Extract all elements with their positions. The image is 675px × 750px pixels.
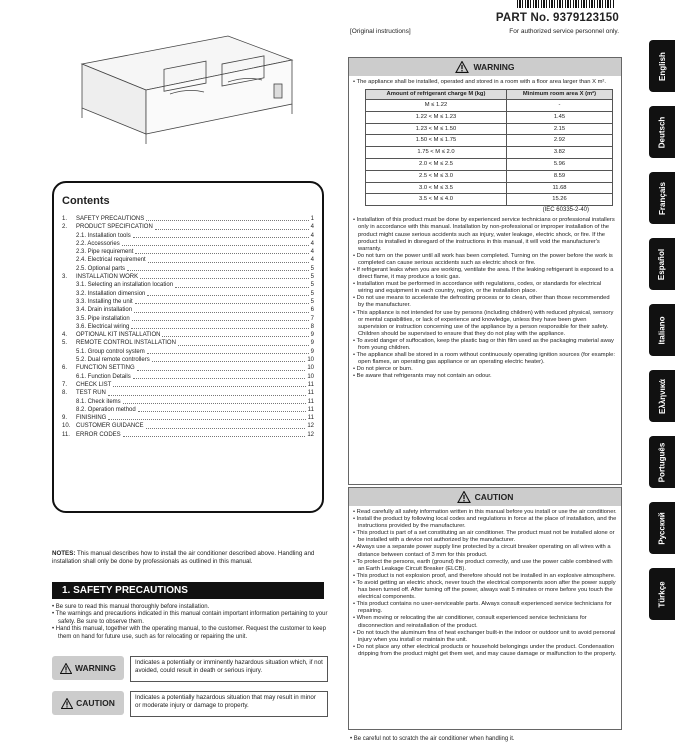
toc-item[interactable] xyxy=(62,389,314,397)
toc-leader xyxy=(135,298,309,304)
caution-bullet: • Always use a separate power supply line protected by a circuit breaker operating on all wires with a distance between contact of 3 mm for this product. xyxy=(353,544,611,558)
language-tab-label: Türkçe xyxy=(657,580,667,608)
toc-number: 8. xyxy=(62,390,68,397)
language-tab-label: Русский xyxy=(657,511,667,545)
toc-leader xyxy=(131,323,308,329)
safety-bullet: • The warnings and precautions indicated in this manual contain important information pertaining to your safety. Be sure to observe them. xyxy=(52,611,328,625)
refrigerant-table xyxy=(365,89,613,206)
toc-item[interactable] xyxy=(62,331,314,339)
toc-page: 5 xyxy=(310,274,314,281)
toc-list xyxy=(62,215,314,439)
warning-bullet: • This appliance is not intended for use by persons (including children) with reduced physical, sensory or mental capabilities, or lack of experience and knowledge, unless they have been given supervision or instruction concerning use of the appliance by a person responsible for their safety. Children should be supervised to ensure that they do not play with the appliance. xyxy=(353,309,614,337)
toc-page: 11 xyxy=(307,390,314,397)
toc-number: 7. xyxy=(62,381,68,388)
toc-page: 11 xyxy=(307,415,314,422)
table-cell: 1.75 < M ≤ 2.0 xyxy=(366,147,507,159)
toc-page: 5 xyxy=(310,282,314,289)
table-cell: 1.23 < M ≤ 1.50 xyxy=(366,123,507,135)
toc-page: 5 xyxy=(310,298,314,305)
toc-leader xyxy=(135,248,308,254)
table-cell: 1.22 < M ≤ 1.23 xyxy=(366,111,507,123)
safety-bullet: • Hand this manual, together with the operating manual, to the customer. Request the customer to keep them on hand for future use, such as for relocating or repairing the unit. xyxy=(52,626,326,640)
toc-label: FINISHING xyxy=(76,415,107,422)
caution-triangle-icon xyxy=(457,491,471,503)
toc-item[interactable] xyxy=(62,290,314,298)
table-cell: 11.68 xyxy=(506,182,612,194)
toc-label: 8.2. Operation method xyxy=(76,406,136,413)
caution-triangle-icon xyxy=(61,698,73,709)
toc-label: 3.5. Pipe installation xyxy=(76,315,130,322)
toc-number xyxy=(62,398,76,406)
toc-number: 2. xyxy=(62,224,68,231)
toc-number: 9. xyxy=(62,415,68,422)
toc-label: SAFETY PRECAUTIONS xyxy=(76,216,145,222)
caution-bullet: • When moving or relocating the air conditioner, consult experienced service technicians for disconnection and reinstallation of the product. xyxy=(353,615,587,629)
language-tab[interactable] xyxy=(649,502,675,554)
caution-box xyxy=(348,487,622,730)
warning-box xyxy=(348,57,622,485)
toc-number: 1. xyxy=(62,216,68,222)
caution-bullet: • To protect the persons, earth (ground) the product correctly, and use the power cable combined with an Earth Leakage Circuit Breaker (ELCB). xyxy=(353,558,613,572)
toc-number: 4. xyxy=(62,332,68,339)
table-cell: M ≤ 1.22 xyxy=(366,100,507,112)
toc-number xyxy=(62,315,76,323)
toc-leader xyxy=(133,232,309,238)
toc-number xyxy=(62,356,76,364)
toc-page: 12 xyxy=(307,423,314,430)
toc-page: 9 xyxy=(310,348,314,355)
language-tab[interactable] xyxy=(649,568,675,620)
toc-number: 5. xyxy=(62,340,68,347)
toc-page: 11 xyxy=(307,381,314,388)
toc-label: 3.6. Electrical wiring xyxy=(76,323,130,330)
toc-label: FUNCTION SETTING xyxy=(76,365,135,372)
toc-number xyxy=(62,248,76,256)
toc-item[interactable] xyxy=(62,315,314,323)
toc-leader xyxy=(108,414,305,420)
safety-bullets xyxy=(52,604,328,641)
toc-item[interactable] xyxy=(62,381,314,389)
toc-item[interactable] xyxy=(62,240,314,248)
toc-page: 10 xyxy=(307,373,314,380)
notes-label: NOTES: xyxy=(52,550,76,557)
warning-bullet: • To avoid danger of suffocation, keep the plastic bag or thin film used as the packaging material away from young children. xyxy=(353,337,614,352)
toc-item[interactable] xyxy=(62,373,314,381)
toc-item[interactable] xyxy=(62,256,314,264)
language-tab[interactable] xyxy=(649,436,675,488)
contents-title: Contents xyxy=(62,195,110,207)
language-tab-label: Español xyxy=(657,248,667,280)
toc-page: 6 xyxy=(310,307,314,314)
safety-bullet: • Be sure to read this manual thoroughly before installation. xyxy=(52,604,210,610)
toc-item[interactable] xyxy=(62,273,314,281)
toc-item[interactable] xyxy=(62,323,314,331)
toc-number xyxy=(62,348,76,356)
toc-leader xyxy=(146,422,306,428)
barcode xyxy=(517,0,615,8)
toc-leader xyxy=(148,256,309,262)
toc-leader xyxy=(146,215,308,221)
language-tab[interactable] xyxy=(649,370,675,422)
toc-leader xyxy=(132,315,309,321)
toc-label: PRODUCT SPECIFICATION xyxy=(76,224,153,231)
warning-bullet: • Do not pierce or burn. xyxy=(353,366,413,373)
table-cell: 8.59 xyxy=(506,170,612,182)
toc-label: 2.4. Electrical requirement xyxy=(76,257,146,264)
toc-label: TEST RUN xyxy=(76,390,106,397)
toc-leader xyxy=(147,290,308,296)
toc-number xyxy=(62,406,76,414)
toc-page: 4 xyxy=(310,224,314,231)
toc-page: 8 xyxy=(310,323,314,330)
toc-label: 5.1. Group control system xyxy=(76,348,145,355)
toc-item[interactable] xyxy=(62,398,314,406)
language-tab[interactable] xyxy=(649,172,675,224)
part-number: PART No. 9379123150 xyxy=(495,12,619,24)
toc-number xyxy=(62,290,76,298)
toc-label: 2.2. Accessories xyxy=(76,240,120,247)
toc-page: 7 xyxy=(310,315,314,322)
toc-page: 9 xyxy=(310,340,314,347)
table-cell: 3.5 < M ≤ 4.0 xyxy=(366,194,507,206)
toc-number xyxy=(62,265,76,273)
toc-leader xyxy=(178,339,309,345)
table-cell: - xyxy=(506,100,612,112)
toc-leader xyxy=(127,265,309,271)
toc-number: 3. xyxy=(62,274,68,281)
table-row xyxy=(366,194,613,206)
toc-leader xyxy=(162,331,308,337)
language-tab[interactable] xyxy=(649,106,675,158)
footer-note: • Be careful not to scratch the air conditioner when handling it. xyxy=(350,736,515,742)
warning-signal-row xyxy=(52,656,328,682)
toc-item[interactable] xyxy=(62,306,314,314)
warning-bullet: • If refrigerant leaks when you are working, ventilate the area. If the leaking refrigerant is exposed to a direct flame, it may produce a toxic gas. xyxy=(353,267,614,281)
toc-leader xyxy=(138,406,306,412)
toc-number xyxy=(62,373,76,381)
table-cell: 1.45 xyxy=(506,111,612,123)
toc-item[interactable] xyxy=(62,422,314,430)
toc-number xyxy=(62,256,76,264)
table-cell: 1.50 < M ≤ 1.75 xyxy=(366,135,507,147)
toc-item[interactable] xyxy=(62,356,314,364)
notes xyxy=(52,550,326,565)
toc-page: 1 xyxy=(310,216,314,222)
toc-page: 11 xyxy=(307,406,314,413)
warning-intro: • The appliance shall be installed, operated and stored in a room with a floor area larger than X m². xyxy=(353,79,606,85)
toc-number: 11. xyxy=(62,431,70,438)
toc-label: ERROR CODES xyxy=(76,431,121,438)
toc-label: 2.3. Pipe requirement xyxy=(76,249,134,256)
table-cell: 3.82 xyxy=(506,147,612,159)
language-tab[interactable] xyxy=(649,40,675,92)
toc-label: 6.1. Function Details xyxy=(76,373,131,380)
toc-label: INSTALLATION WORK xyxy=(76,274,139,281)
warning-triangle-icon xyxy=(455,61,469,73)
language-tab-label: English xyxy=(657,51,667,81)
toc-number xyxy=(62,306,76,314)
toc-number xyxy=(62,232,76,240)
language-tab-label: Português xyxy=(657,442,667,482)
table-row xyxy=(366,111,613,123)
toc-page: 11 xyxy=(307,398,314,405)
toc-label: 8.1. Check items xyxy=(76,398,121,405)
language-tab[interactable] xyxy=(649,238,675,290)
language-tab-label: Deutsch xyxy=(657,116,667,148)
toc-page: 12 xyxy=(307,431,314,438)
toc-item[interactable] xyxy=(62,223,314,231)
caution-bullet: • Install the product by following local codes and regulations in force at the place of installation, and the instructions provided by the manufacturer. xyxy=(353,516,617,530)
original-instructions: [Original instructions] xyxy=(350,28,411,35)
table-cell: 2.92 xyxy=(506,135,612,147)
table-row xyxy=(366,100,613,112)
warning-bullet: • Installation of this product must be done by experienced service technicians or professional installers only in accordance with this manual. Installation by non-professional or improper installation of the product might cause serious accidents such as injury, water leakage, electric shock, or fire. If the product is installed in disregard of the instructions in this manual, it will void the manufacturer's warranty. xyxy=(353,217,615,252)
table-row xyxy=(366,123,613,135)
toc-item[interactable] xyxy=(62,281,314,289)
toc-page: 4 xyxy=(310,257,314,264)
authorized-note: For authorized service personnel only. xyxy=(509,28,619,35)
toc-leader xyxy=(147,348,309,354)
toc-label: 3.1. Selecting an installation location xyxy=(76,282,174,289)
table-header: Amount of refrigerant charge M (kg) xyxy=(366,90,507,100)
caution-signal-row xyxy=(52,691,328,717)
toc-item[interactable] xyxy=(62,248,314,256)
warning-triangle-icon xyxy=(60,663,72,674)
caution-bullet: • This product contains no user-serviceable parts. Always consult experienced service technicians for repairing. xyxy=(353,601,612,615)
toc-page: 10 xyxy=(307,365,314,372)
toc-label: 3.3. Installing the unit xyxy=(76,298,133,305)
language-tab-label: Italiano xyxy=(657,315,667,345)
toc-leader xyxy=(134,306,309,312)
caution-badge: CAUTION xyxy=(52,691,124,715)
table-header: Minimum room area X (m²) xyxy=(506,90,612,100)
toc-item[interactable] xyxy=(62,414,314,422)
toc-leader xyxy=(123,431,306,437)
warning-bullet: • The appliance shall be stored in a room without continuously operating ignition sources (for example: open flames, an operating gas appliance or an operating electric heater). xyxy=(353,352,615,366)
table-cell: 3.0 < M ≤ 3.5 xyxy=(366,182,507,194)
toc-item[interactable] xyxy=(62,298,314,306)
caution-bullet: • Do not place any other electrical products or household belongings under the product. Condensation dripping from the product might get them wet, and may cause damage or malfunction to the property. xyxy=(353,643,617,657)
toc-label: 5.2. Dual remote controllers xyxy=(76,357,150,364)
toc-number: 10. xyxy=(62,423,71,430)
toc-number xyxy=(62,298,76,306)
toc-label: 3.4. Drain installation xyxy=(76,307,133,314)
warning-bullet: • Be aware that refrigerants may not contain an odour. xyxy=(353,373,492,380)
warning-description: Indicates a potentially or imminently hazardous situation which, if not avoided, could result in death or serious injury. xyxy=(130,656,328,682)
iec-reference: (IEC 60335-2-40) xyxy=(542,207,589,214)
ducted-unit-illustration xyxy=(78,30,298,150)
toc-page: 5 xyxy=(310,265,314,272)
table-cell: 15.26 xyxy=(506,194,612,206)
warning-bullet: • Do not use means to accelerate the defrosting process or to clean, other than those recommended by the manufacturer. xyxy=(353,295,610,309)
toc-label: 2.5. Optional parts xyxy=(76,265,126,272)
toc-label: REMOTE CONTROL INSTALLATION xyxy=(76,340,176,347)
caution-bullet: • To avoid getting an electric shock, never touch the electrical components soon after the power supply has been turned off. After turning off the power, always wait 5 minutes or more before you touch the electrical components. xyxy=(353,579,616,601)
toc-leader xyxy=(123,398,306,404)
toc-leader xyxy=(155,223,309,229)
toc-page: 4 xyxy=(310,232,314,239)
warning-bullet: • Installation must be performed in accordance with regulations, codes, or standards for electrical wiring and equipment in each country, region, or the installation place. xyxy=(353,281,602,295)
language-tab-label: Français xyxy=(657,181,667,215)
toc-page: 4 xyxy=(310,240,314,247)
toc-number xyxy=(62,281,76,289)
table-row xyxy=(366,135,613,147)
toc-label: 3.2. Installation dimension xyxy=(76,290,146,297)
safety-heading: 1. SAFETY PRECAUTIONS xyxy=(52,582,324,599)
toc-leader xyxy=(152,356,306,362)
caution-bullet: • Read carefully all safety information written in this manual before you install or use the air conditioner. xyxy=(353,509,617,515)
toc-leader xyxy=(140,273,309,279)
language-tab[interactable] xyxy=(649,304,675,356)
table-cell: 5.96 xyxy=(506,159,612,171)
toc-leader xyxy=(175,281,309,287)
caution-description: Indicates a potentially hazardous situation that may result in minor or moderate injury or damage to property. xyxy=(130,691,328,717)
table-row xyxy=(366,159,613,171)
toc-leader xyxy=(113,381,305,387)
toc-item[interactable] xyxy=(62,406,314,414)
table-row xyxy=(366,170,613,182)
toc-item[interactable] xyxy=(62,232,314,240)
language-tab-label: Ελληνικά xyxy=(657,378,667,414)
toc-item[interactable] xyxy=(62,431,314,439)
warning-bullet: • Do not turn on the power until all work has been completed. Turning on the power before the work is completed can cause serious accidents such as electric shock or fire. xyxy=(353,252,613,266)
warning-box-header xyxy=(349,58,621,76)
caution-bullet: • This product is part of a set constituting an air conditioner. The product must not be installed alone or be installed with a device not authorized by the manufacturer. xyxy=(353,530,615,544)
toc-label: OPTIONAL KIT INSTALLATION xyxy=(76,332,161,339)
toc-number xyxy=(62,240,76,248)
toc-label: 2.1. Installation tools xyxy=(76,232,131,239)
toc-page: 10 xyxy=(307,357,314,364)
toc-label: CUSTOMER GUIDANCE xyxy=(76,423,144,430)
table-row xyxy=(366,182,613,194)
toc-number: 6. xyxy=(62,365,68,372)
caution-bullet: • This product is not explosion proof, and therefore should not be installed in an explosive atmosphere. xyxy=(353,572,616,579)
table-cell: 2.15 xyxy=(506,123,612,135)
toc-leader xyxy=(137,364,306,370)
contents-box xyxy=(52,181,324,513)
toc-item[interactable] xyxy=(62,215,314,223)
caution-bullet: • Do not touch the aluminum fins of heat exchanger built-in the indoor or outdoor unit to avoid personal injury when you install or maintain the unit. xyxy=(353,629,616,643)
table-cell: 2.5 < M ≤ 3.0 xyxy=(366,170,507,182)
toc-page: 9 xyxy=(310,332,314,339)
toc-item[interactable] xyxy=(62,348,314,356)
warning-badge: WARNING xyxy=(52,656,124,680)
toc-item[interactable] xyxy=(62,364,314,372)
notes-text: This manual describes how to install the air conditioner described above. Handling and installation shall only be done by professionals as outlined in this manual. xyxy=(52,550,315,565)
toc-leader xyxy=(133,373,306,379)
toc-leader xyxy=(108,389,306,395)
warning-box-title: WARNING xyxy=(473,62,515,72)
caution-box-header xyxy=(349,488,621,506)
table-cell: 2.0 < M ≤ 2.5 xyxy=(366,159,507,171)
toc-page: 5 xyxy=(310,290,314,297)
toc-label: CHECK LIST xyxy=(76,381,112,388)
toc-number xyxy=(62,323,76,331)
caution-box-title: CAUTION xyxy=(474,492,514,502)
table-row xyxy=(366,147,613,159)
toc-item[interactable] xyxy=(62,339,314,347)
toc-leader xyxy=(122,240,309,246)
toc-page: 4 xyxy=(310,249,314,256)
toc-item[interactable] xyxy=(62,265,314,273)
